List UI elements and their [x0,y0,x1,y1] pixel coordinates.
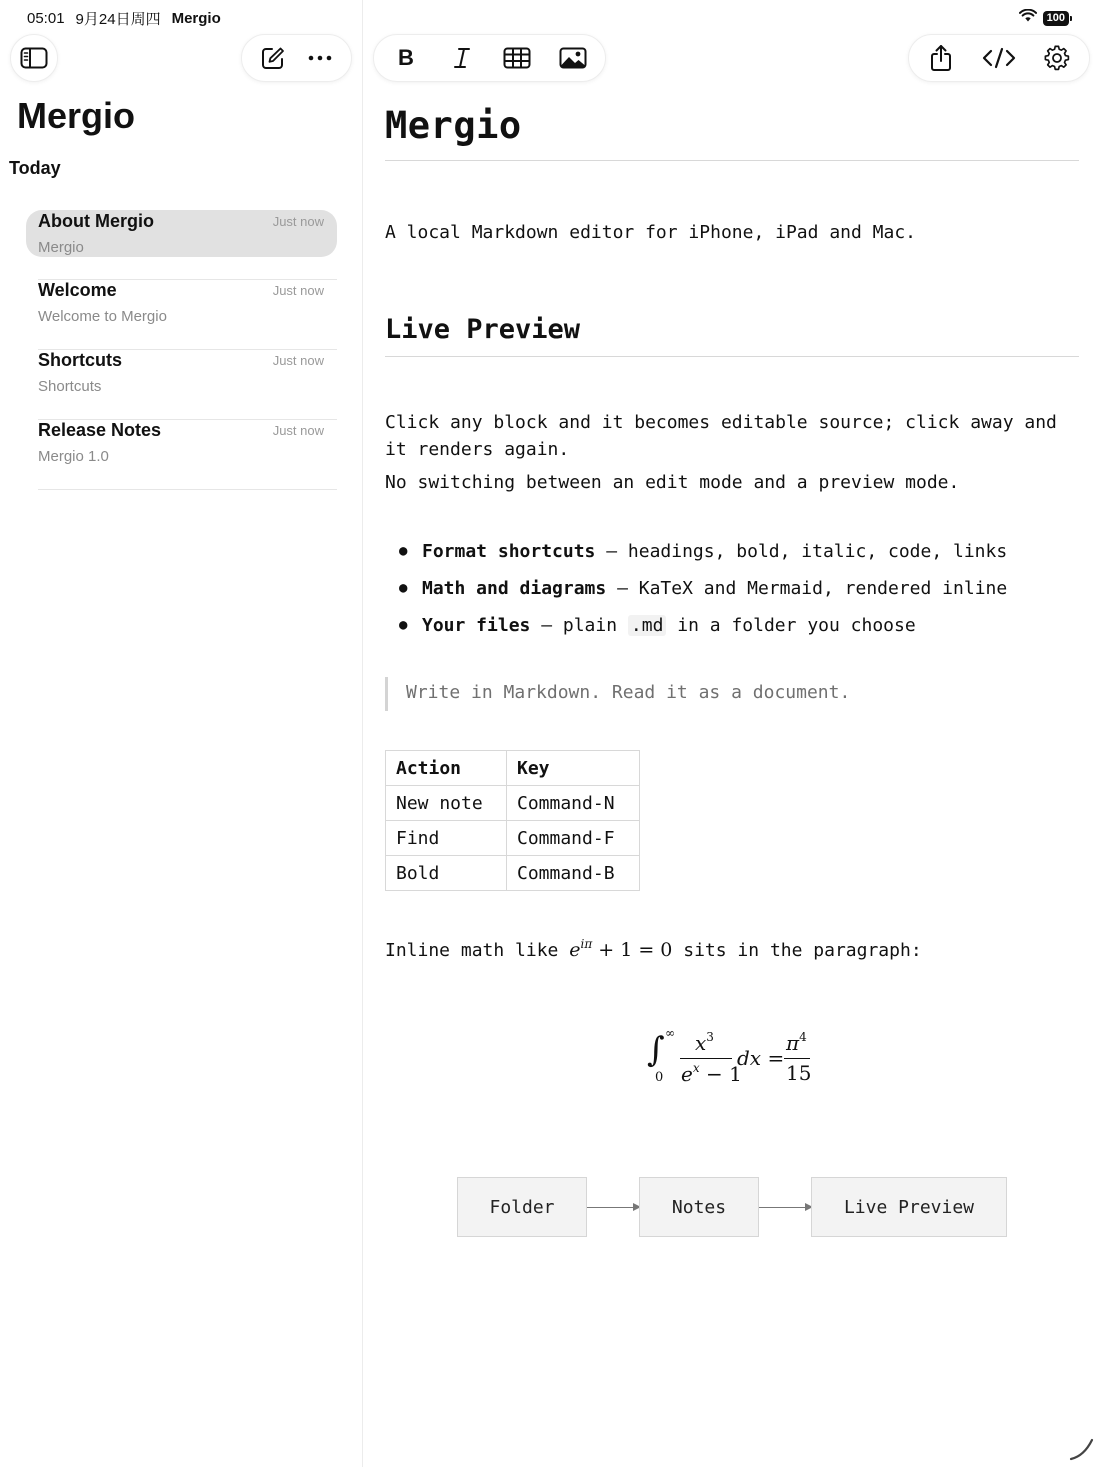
section-header-today: Today [9,158,61,178]
paragraph[interactable]: No switching between an edit mode and a preview mode. [385,472,960,493]
bullet-icon: ● [399,617,408,633]
list-item[interactable]: ● Math and diagrams — KaTeX and Mermaid, rendered inline [399,575,1007,612]
image-icon [559,47,587,69]
note-item-welcome[interactable] [26,280,337,350]
paragraph-line[interactable]: it renders again. [385,439,570,460]
integral-sign: ∫ [647,1030,665,1070]
paragraph-line[interactable]: Click any block and it becomes editable source; click away and [385,412,1057,433]
heading-rule [385,356,1079,357]
compose-button[interactable] [255,40,291,76]
rhs-denominator: 15 [786,1061,812,1085]
share-button[interactable] [913,40,969,76]
intro-paragraph[interactable]: A local Markdown editor for iPhone, iPad and Mac. [385,222,917,243]
integral-lower-limit: 0 [655,1070,664,1085]
divider [38,489,337,490]
inline-code: .md [628,615,667,636]
table-row [386,786,640,821]
diagram-node-live-preview: Live Preview [811,1177,1007,1237]
note-subtitle: Welcome to Mergio [38,308,167,325]
settings-button[interactable] [1029,40,1085,76]
note-time: Just now [272,353,324,368]
fraction-denominator: $e^x - 1$ [681,1061,742,1086]
inline-math-paragraph[interactable]: Inline math like $e^{i\pi} + 1 = 0$ sits in the paragraph: [385,937,922,961]
diagram-node-folder: Folder [457,1177,587,1237]
display-math[interactable] [647,1022,817,1092]
list-item[interactable]: ● Your files — plain .md in a folder you choose [399,612,1007,649]
sidebar-toggle-button[interactable] [10,34,58,82]
table-cell: Command-B [507,856,640,891]
list-item[interactable]: ● Format shortcuts — headings, bold, italic, code, links [399,538,1007,575]
table-icon [503,47,531,69]
note-time: Just now [272,283,324,298]
fraction-bar [680,1058,732,1059]
table-header: Action [386,751,507,786]
note-list [26,210,337,490]
note-item-about-mergio[interactable] [26,210,337,280]
flow-diagram[interactable] [457,1177,1008,1238]
heading-rule [385,160,1079,161]
table-header: Key [507,751,640,786]
status-app-name: Mergio [171,10,221,27]
italic-icon [452,47,472,69]
sidebar-actions [241,34,352,82]
document-heading-1[interactable]: Mergio [385,104,522,147]
source-view-button[interactable] [971,40,1027,76]
more-button[interactable] [302,40,338,76]
battery-icon [1043,11,1072,26]
note-title: Welcome [38,280,117,300]
rhs-numerator: $\pi^4$ [786,1030,807,1055]
blockquote[interactable]: Write in Markdown. Read it as a document. [385,677,850,711]
table-cell: Bold [386,856,507,891]
differential: dx = [737,1046,785,1070]
note-subtitle: Shortcuts [38,378,102,395]
wifi-icon [1019,9,1037,27]
fraction-bar [784,1058,810,1059]
status-time: 05:01 [27,10,65,27]
bullet-icon: ● [399,580,408,596]
sidebar-title: Mergio [17,95,136,136]
battery-level: 100 [1043,11,1069,26]
markdown-table[interactable] [385,750,640,891]
italic-button[interactable] [434,40,490,76]
svg-text:B: B [397,47,414,69]
diagram-node-notes: Notes [639,1177,759,1237]
resize-grip-icon[interactable] [1068,1436,1096,1467]
source-code-icon [982,47,1016,69]
sidebar-toggle-icon [16,40,52,76]
bullet-list [399,538,1007,649]
compose-icon [261,46,285,70]
note-title: Release Notes [38,420,162,440]
table-row [386,856,640,891]
diagram-arrow [759,1207,812,1208]
insert-image-button[interactable] [545,40,601,76]
sidebar [0,0,363,1467]
note-item-release-notes[interactable] [26,420,337,490]
table-row [386,821,640,856]
note-title: About Mergio [38,211,154,231]
format-toolbar [373,34,606,82]
document-heading-2[interactable]: Live Preview [385,314,581,345]
bold-button[interactable] [378,40,434,76]
status-indicators [1019,9,1072,27]
note-time: Just now [272,214,324,229]
insert-table-button[interactable] [490,40,546,76]
integral-upper-limit: ∞ [665,1026,675,1040]
share-icon [930,44,952,72]
bullet-icon: ● [399,543,408,559]
note-subtitle: Mergio [38,239,84,256]
note-item-shortcuts[interactable] [26,350,337,420]
more-icon [308,55,332,61]
fraction-numerator: $x^3$ [695,1030,714,1055]
table-cell: Command-N [507,786,640,821]
table-cell: Command-F [507,821,640,856]
inline-math: $e^{i\pi} + 1 = 0$ [569,937,673,961]
diagram-arrow [587,1207,640,1208]
settings-icon [1044,45,1070,71]
table-cell: Find [386,821,507,856]
note-subtitle: Mergio 1.0 [38,448,109,465]
note-title: Shortcuts [38,350,123,370]
status-date: 9月24日周四 [75,11,161,28]
note-time: Just now [272,423,324,438]
bold-icon [396,47,416,69]
table-cell: New note [386,786,507,821]
document-toolbar [908,34,1090,82]
